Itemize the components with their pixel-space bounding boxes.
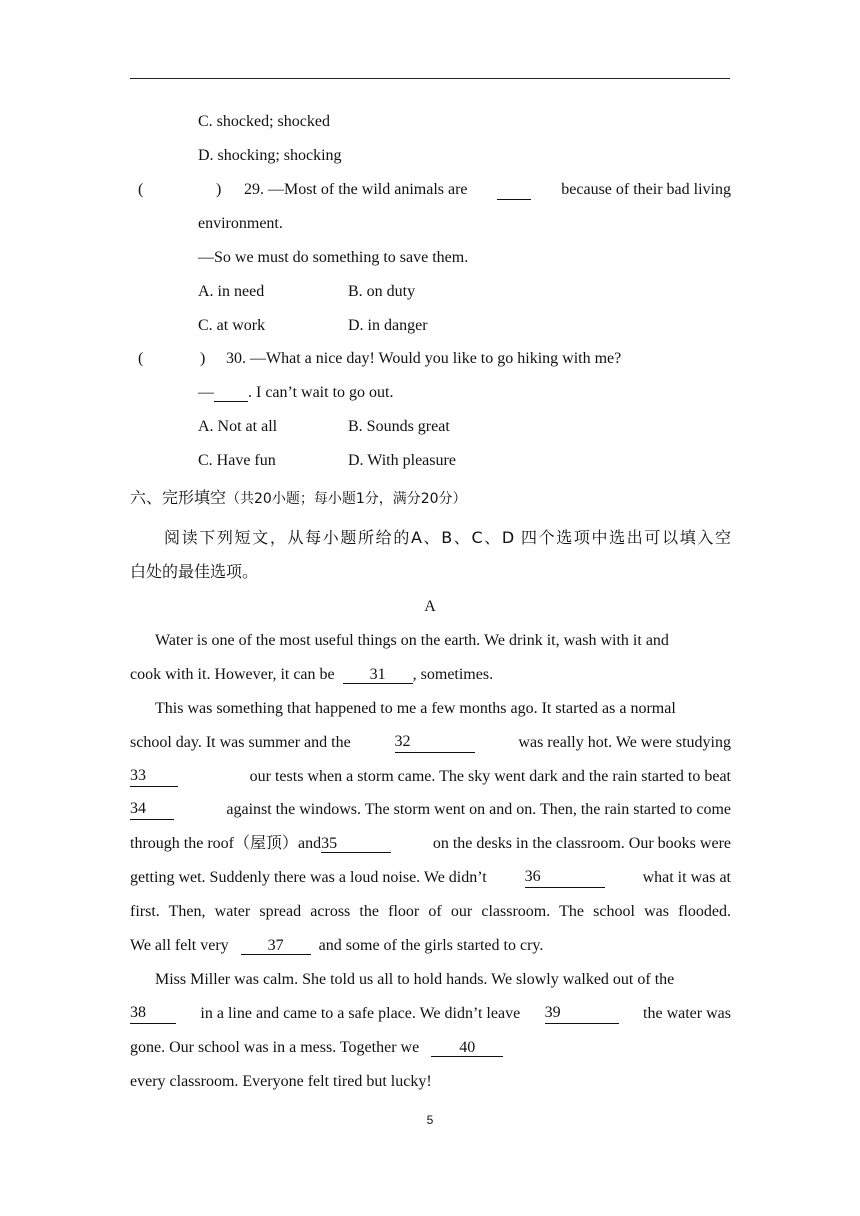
text-segment: on the desks in the classroom. Our books were <box>432 835 731 852</box>
section-heading-title: 六、完形填空 <box>130 488 227 507</box>
q30-reply-after: . I can’t wait to go out. <box>248 384 394 401</box>
section-instruction-line1: 阅读下列短文，从每小题所给的A、B、C、D 四个选项中选出可以填入空 <box>164 528 731 547</box>
text-segment: against the windows. The storm went on and on. Then, the rain started to come <box>226 801 731 818</box>
section-heading-note: （共20小题；每小题1分，满分20分） <box>226 491 467 507</box>
blank-31: 31 <box>343 666 413 684</box>
text-segment: the water was <box>643 1005 731 1022</box>
passage-p2-line4 <box>130 800 731 820</box>
blank-38: 38 <box>130 1004 176 1024</box>
q29-answer-blank <box>497 180 531 200</box>
text-segment: gone. Our school was in a mess. Together we <box>130 1039 420 1056</box>
q28-option-c: C. shocked; shocked <box>198 113 330 130</box>
text-segment: and some of the girls started to cry. <box>318 937 544 954</box>
page-number: 5 <box>426 1113 434 1127</box>
text-segment: in a line and came to a safe place. We didn’t leave <box>200 1005 521 1022</box>
q28-option-d: D. shocking; shocking <box>198 147 342 164</box>
passage-p2-line6 <box>130 868 731 888</box>
passage-p2-line5 <box>130 834 731 854</box>
text-segment: through the roof（屋顶）and <box>130 835 322 852</box>
q29-option-d: D. in danger <box>348 317 428 334</box>
text-segment: We all felt very <box>130 937 229 954</box>
q29-option-c: C. at work <box>198 317 266 334</box>
passage-p1-line2 <box>130 665 493 685</box>
header-rule <box>130 78 730 79</box>
section-instruction-line2: 白处的最佳选项。 <box>130 562 259 581</box>
text-segment: what it was at <box>642 869 731 886</box>
q30-option-d: D. With pleasure <box>348 452 456 469</box>
q29-stem-cont: environment. <box>198 215 283 232</box>
q30-stem: 30. —What a nice day! Would you like to go hiking with me? <box>226 350 622 367</box>
passage-p2-line3 <box>130 767 731 787</box>
section-heading <box>130 488 467 509</box>
text-segment: cook with it. However, it can be <box>130 666 335 683</box>
q29-answer-paren-open: ( <box>138 181 144 198</box>
blank-35: 35 <box>321 835 391 853</box>
text-segment: , sometimes. <box>412 666 494 683</box>
q30-answer-paren-open: ( <box>138 350 144 367</box>
q29-stem <box>244 180 731 200</box>
blank-34: 34 <box>130 800 174 820</box>
text-segment: school day. It was summer and the <box>130 734 351 751</box>
passage-p3-line3 <box>130 1038 503 1058</box>
q30-answer-blank <box>214 384 248 402</box>
passage-p3-line4: every classroom. Everyone felt tired but lucky! <box>130 1073 432 1090</box>
passage-p1-line1: Water is one of the most useful things on the earth. We drink it, wash with it and <box>155 632 669 649</box>
text-segment: our tests when a storm came. The sky went dark and the rain started to beat <box>249 768 731 785</box>
blank-39: 39 <box>545 1004 619 1024</box>
q30-option-b: B. Sounds great <box>348 418 450 435</box>
text-segment: was really hot. We were studying <box>518 734 731 751</box>
blank-36: 36 <box>525 868 605 888</box>
passage-p2-line8 <box>130 936 543 956</box>
text-segment: getting wet. Suddenly there was a loud noise. We didn’t <box>130 869 487 886</box>
q29-option-a: A. in need <box>198 283 265 300</box>
q29-stem-before: 29. —Most of the wild animals are <box>244 181 468 198</box>
blank-33: 33 <box>130 767 178 787</box>
blank-37: 37 <box>241 937 311 955</box>
passage-p2-line1: This was something that happened to me a few months ago. It started as a normal <box>155 700 676 717</box>
q29-stem-after: because of their bad living <box>561 181 731 198</box>
q29-option-b: B. on duty <box>348 283 416 300</box>
passage-p2-line2 <box>130 733 731 753</box>
q30-option-a: A. Not at all <box>198 418 278 435</box>
blank-32: 32 <box>395 733 475 753</box>
passage-label: A <box>424 598 436 615</box>
q29-answer-paren-close: ) <box>216 181 222 198</box>
passage-p3-line2 <box>130 1004 731 1024</box>
q30-answer-paren-close: ) <box>200 350 206 367</box>
q30-option-c: C. Have fun <box>198 452 276 469</box>
q29-reply: —So we must do something to save them. <box>198 249 469 266</box>
q30-reply <box>198 383 393 403</box>
passage-p3-line1: Miss Miller was calm. She told us all to hold hands. We slowly walked out of the <box>155 971 675 988</box>
q30-reply-dash: — <box>198 384 214 401</box>
passage-p2-line7: first. Then, water spread across the floor of our classroom. The school was flooded. <box>130 903 731 920</box>
blank-40: 40 <box>431 1039 503 1057</box>
